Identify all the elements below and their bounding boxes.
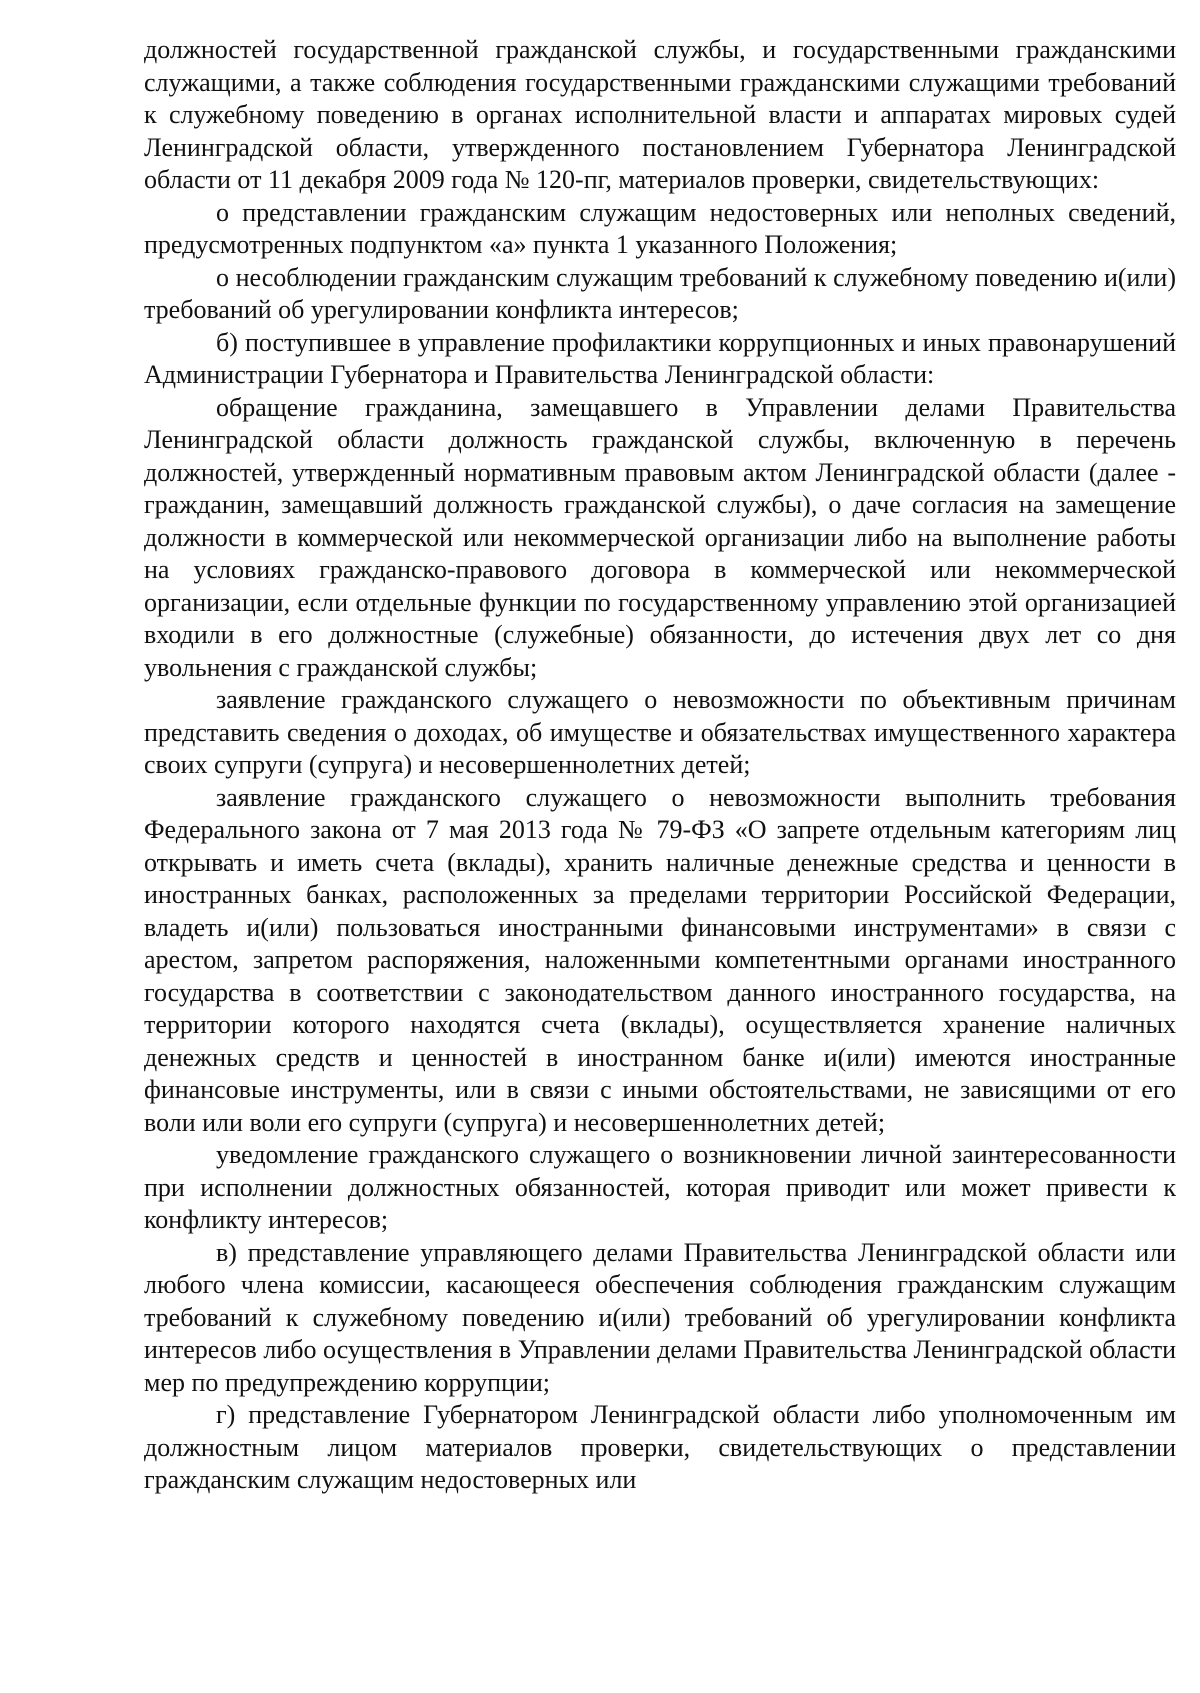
paragraph-foreign-accounts: заявление гражданского служащего о невозможности выполнить требования Федерального закона от 7 мая 2013 года № 79-ФЗ «О запрете отдельным категориям лиц открывать и иметь счета (вклады), хранить наличные денежные средства и ценности в иностранных банках, расположенных за пределами территории Российской Федерации, владеть и(или) пользоваться иностранными финансовыми инструментами» в связи с арестом, запретом распоряжения, наложенными компетентными органами иностранного государства в соответствии с законодательством данного иностранного государства, на территории которого находятся счета (вклады), осуществляется хранение наличных денежных средств и ценностей в иностранном банке и(или) имеются иностранные финансовые инструменты, или в связи с иными обстоятельствами, не зависящими от его воли или воли его супруги (супруга) и несовершеннолетних детей; <box>144 782 1176 1137</box>
paragraph-non-compliance: о несоблюдении гражданским служащим требований к служебному поведению и(или) требований об урегулировании конфликта интересов; <box>144 262 1176 324</box>
paragraph-false-information: о представлении гражданским служащим недостоверных или неполных сведений, предусмотренных подпунктом «а» пункта 1 указанного Положения; <box>144 197 1176 259</box>
paragraph-income-statement: заявление гражданского служащего о невозможности по объективным причинам представить сведения о доходах, об имуществе и обязательствах имущественного характера своих супруги (супруга) и несовершеннолетних детей; <box>144 685 1176 779</box>
paragraph-item-b: б) поступившее в управление профилактики коррупционных и иных правонарушений Администрации Губернатора и Правительства Ленинградской области: <box>144 327 1176 389</box>
paragraph-citizen-appeal: обращение гражданина, замещавшего в Управлении делами Правительства Ленинградской области должность гражданской службы, включенную в перечень должностей, утвержденный нормативным правовым актом Ленинградской области (далее - гражданин, замещавший должность гражданской службы), о даче согласия на замещение должности в коммерческой или некоммерческой организации либо на выполнение работы на условиях гражданско-правового договора в коммерческой или некоммерческой организации, если отдельные функции по государственному управлению этой организацией входили в его должностные (служебные) обязанности, до истечения двух лет со дня увольнения с гражданской службы; <box>144 392 1176 682</box>
paragraph-commission-basis: должностей государственной гражданской службы, и государственными гражданскими служащими, а также соблюдения государственными гражданскими служащими требований к служебному поведению в органах исполнительной власти и аппаратах мировых судей Ленинградской области, утвержденного постановлением Губернатора Ленинградской области от 11 декабря 2009 года № 120-пг, материалов проверки, свидетельствующих: <box>144 35 1176 194</box>
paragraph-item-v: в) представление управляющего делами Правительства Ленинградской области или любого члена комиссии, касающееся обеспечения соблюдения гражданским служащим требований к служебному поведению и(или) требований об урегулировании конфликта интересов либо осуществления в Управлении делами Правительства Ленинградской области мер по предупреждению коррупции; <box>144 1237 1176 1397</box>
document-page <box>144 34 1176 1497</box>
paragraph-item-g: г) представление Губернатором Ленинградской области либо уполномоченным им должностным лицом материалов проверки, свидетельствующих о представлении гражданским служащим недостоверных или <box>144 1400 1176 1494</box>
paragraph-conflict-notice: уведомление гражданского служащего о возникновении личной заинтересованности при исполнении должностных обязанностей, которая приводит или может привести к конфликту интересов; <box>144 1140 1176 1234</box>
